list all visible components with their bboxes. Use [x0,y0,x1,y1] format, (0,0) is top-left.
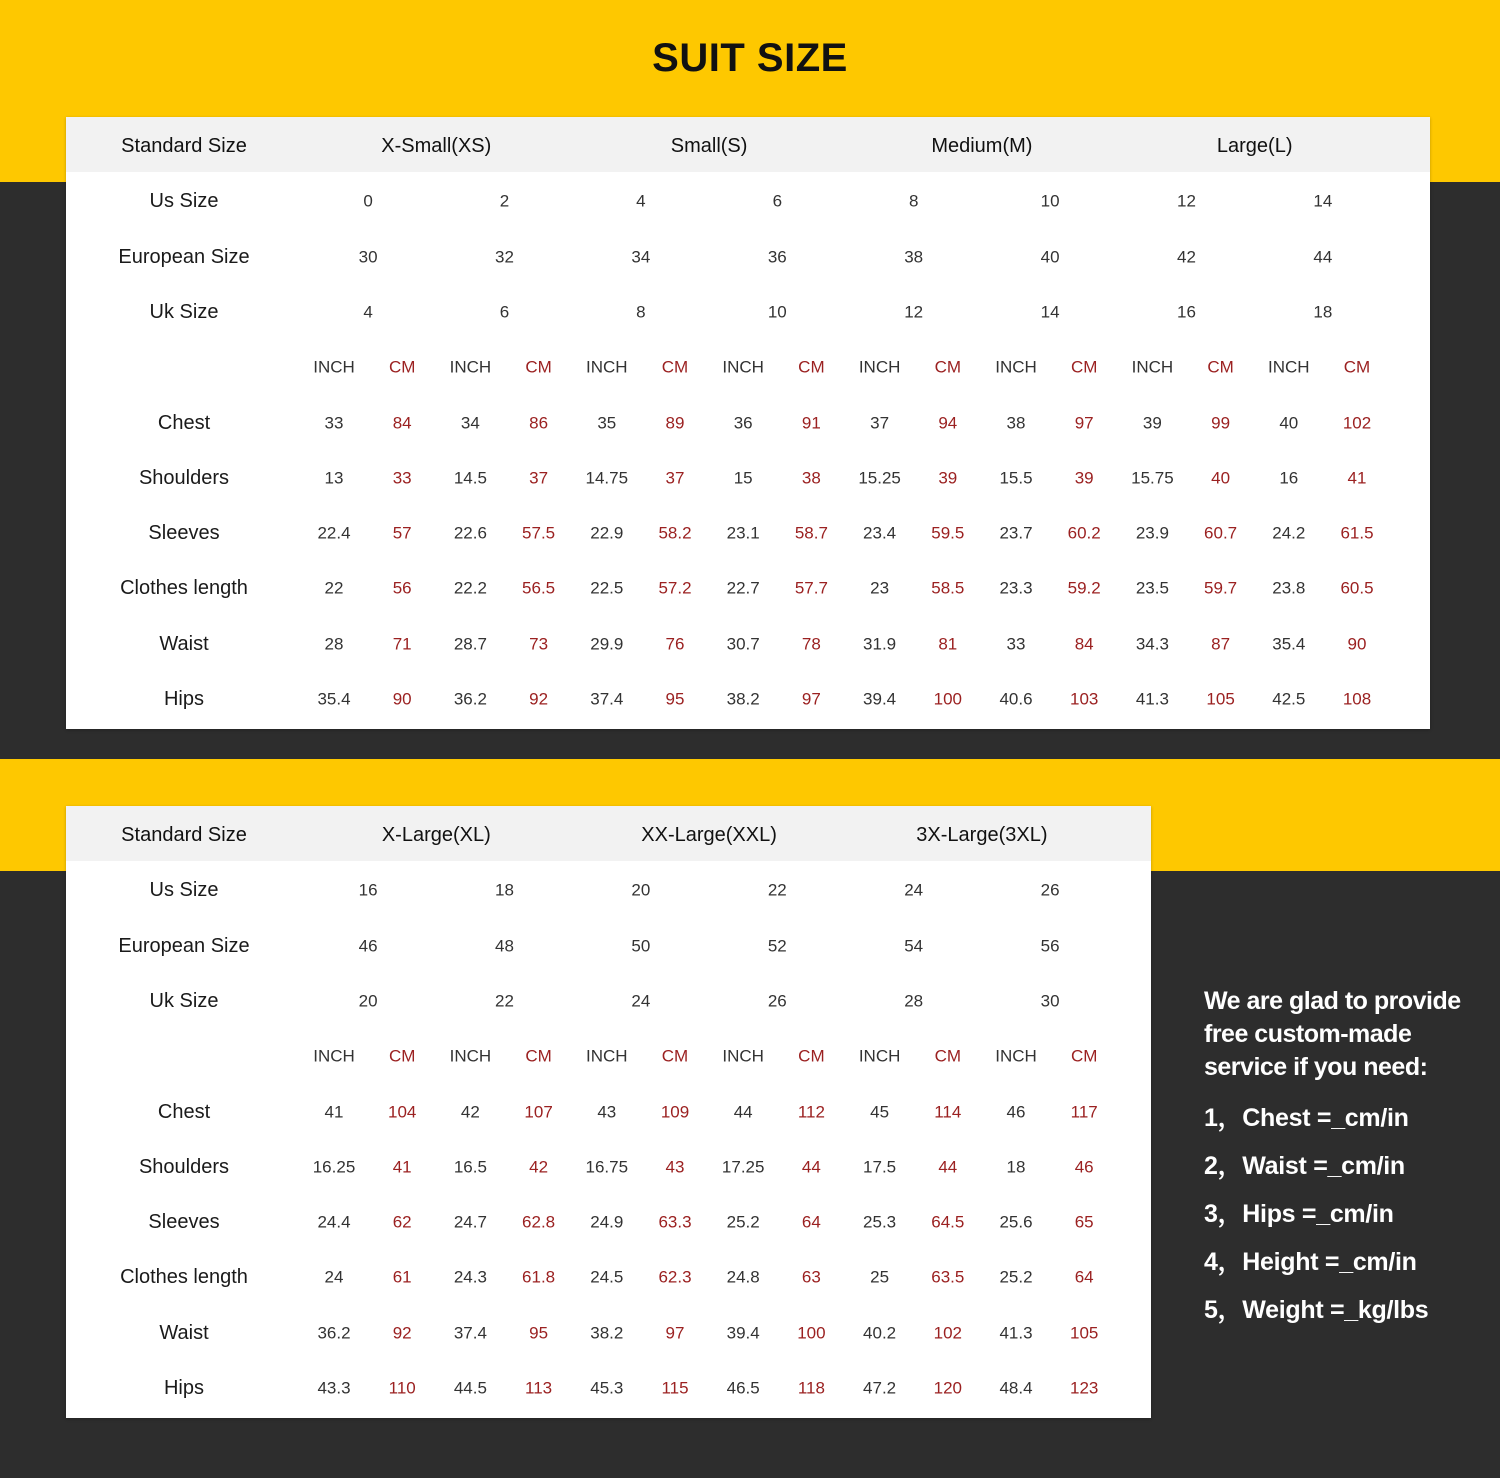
cm-value: 37 [529,468,549,488]
inch-value: 17.5 [863,1157,897,1177]
unit-cm-header: CM [525,1046,552,1066]
inch-value: 15.25 [858,468,901,488]
inch-value: 38.2 [590,1323,624,1343]
inch-value: 23 [870,578,890,598]
size-value: 14 [1313,191,1333,211]
row-label: Us Size [149,190,219,213]
inch-value: 22.2 [453,578,487,598]
size-value: 10 [767,302,787,322]
cm-value: 94 [938,413,958,432]
cm-value: 108 [1342,689,1372,709]
header-size-0: X-Small(XS) [381,135,492,157]
inch-value: 23.4 [863,523,897,543]
cm-value: 84 [392,413,412,432]
cm-value: 61.5 [1340,523,1374,543]
inch-value: 38.2 [726,689,760,709]
inch-value: 45.3 [590,1378,624,1398]
inch-value: 40.6 [999,689,1033,709]
header-size-3: Large(L) [1216,135,1293,157]
cm-value: 58.2 [658,523,692,543]
row-label: Clothes length [120,1266,248,1289]
inch-value: 37.4 [590,689,624,709]
cm-value: 123 [1070,1378,1099,1398]
cm-value: 102 [933,1323,962,1343]
inch-value: 43 [597,1102,617,1121]
row-label: Us Size [149,879,219,902]
cm-value: 39 [938,468,958,488]
cm-value: 46 [1074,1157,1094,1177]
cm-value: 97 [801,689,821,709]
inch-value: 46.5 [726,1378,760,1398]
cm-value: 104 [388,1102,417,1121]
cm-value: 63 [801,1267,821,1287]
cm-value: 105 [1070,1323,1099,1343]
inch-value: 40 [1279,413,1299,432]
inch-value: 16 [1279,468,1299,488]
header-standard-size: Standard Size [121,135,247,157]
inch-value: 36 [733,413,753,432]
size-value: 22 [495,991,514,1011]
inch-value: 29.9 [590,634,624,654]
cm-value: 57.5 [522,523,556,543]
unit-inch-header: INCH [995,357,1037,377]
unit-inch-header: INCH [449,1046,492,1066]
cm-value: 39 [1074,468,1094,488]
inch-value: 24.4 [317,1212,351,1232]
size-value: 46 [358,936,378,956]
inch-value: 23.5 [1135,578,1169,598]
cm-value: 58.5 [931,578,965,598]
inch-value: 24.8 [726,1267,760,1287]
cm-value: 97 [665,1323,685,1343]
row-label: Chest [157,1100,211,1123]
inch-value: 47.2 [863,1378,897,1398]
custom-service-heading: We are glad to provide free custom-made service if you need: [1204,987,1461,1081]
size-value: 22 [767,880,787,900]
inch-value: 28.7 [453,634,487,654]
size-value: 38 [904,247,924,267]
custom-item-waist: 2，Waist =_cm/in [1204,1152,1405,1180]
size-table-1 [66,117,1430,729]
inch-value: 23.8 [1272,578,1306,598]
cm-value: 37 [665,468,685,488]
size-value: 18 [495,880,514,900]
header-size-1: Small(S) [670,135,748,157]
cm-value: 63.5 [931,1267,965,1287]
inch-value: 22.5 [590,578,624,598]
cm-value: 60.7 [1204,523,1238,543]
row-label: Uk Size [149,300,219,323]
inch-value: 30.7 [726,634,760,654]
row-label: Chest [157,411,211,434]
unit-cm-header: CM [1070,1046,1098,1066]
inch-value: 24.5 [590,1267,624,1287]
unit-cm-header: CM [798,1046,825,1066]
custom-service-note [1204,985,1484,1342]
cm-value: 43 [665,1157,685,1177]
inch-value: 37.4 [453,1323,487,1343]
cm-value: 61 [392,1267,412,1287]
inch-value: 25.2 [999,1267,1033,1287]
cm-value: 92 [392,1323,412,1343]
cm-value: 65 [1074,1212,1094,1232]
size-value: 8 [636,302,646,322]
row-label: Uk Size [149,989,219,1012]
inch-value: 15 [733,468,753,488]
inch-value: 22 [324,578,344,598]
unit-inch-header: INCH [722,357,764,377]
cm-value: 61.8 [522,1267,556,1287]
cm-value: 109 [660,1102,690,1121]
row-label: Sleeves [148,522,220,545]
cm-value: 110 [388,1378,416,1398]
inch-value: 31.9 [863,634,897,654]
size-value: 20 [631,880,651,900]
row-label: Shoulders [138,466,230,489]
cm-value: 60.5 [1340,578,1374,598]
cm-value: 64 [1074,1267,1094,1287]
cm-value: 33 [392,468,412,488]
inch-value: 24 [324,1267,344,1287]
size-value: 50 [631,936,651,956]
size-value: 26 [1040,880,1060,900]
cm-value: 63.3 [658,1212,692,1232]
unit-cm-header: CM [934,357,962,377]
cm-value: 91 [801,413,821,432]
unit-inch-header: INCH [995,1046,1037,1066]
unit-inch-header: INCH [858,1046,901,1066]
size-value: 52 [767,936,787,956]
inch-value: 24.7 [453,1212,487,1232]
header-size-1: XX-Large(XXL) [641,824,777,846]
cm-value: 57.7 [794,578,828,598]
row-label: Hips [163,688,205,710]
cm-value: 78 [801,634,821,654]
inch-value: 24.2 [1272,523,1306,543]
inch-value: 36.2 [453,689,487,709]
cm-value: 62.3 [658,1267,692,1287]
inch-value: 22.6 [453,523,487,543]
cm-value: 59.2 [1067,578,1101,598]
unit-inch-header: INCH [1131,357,1174,377]
size-value: 6 [499,302,510,322]
cm-value: 87 [1211,634,1231,654]
inch-value: 14.75 [585,468,629,488]
inch-value: 35.4 [1272,634,1306,654]
cm-value: 114 [934,1102,962,1121]
inch-value: 33 [1006,634,1026,654]
cm-value: 100 [797,1323,826,1343]
cm-value: 81 [938,634,958,654]
unit-cm-header: CM [1343,357,1371,377]
inch-value: 41.3 [999,1323,1033,1343]
unit-cm-header: CM [661,1046,689,1066]
size-value: 6 [772,191,783,211]
cm-value: 42 [529,1157,549,1177]
cm-value: 73 [529,634,549,654]
cm-value: 44 [801,1157,821,1177]
inch-value: 22.4 [317,523,351,543]
inch-value: 14.5 [453,468,487,488]
row-label: Hips [163,1377,205,1399]
row-label: Clothes length [120,577,248,600]
cm-value: 38 [801,468,821,488]
size-value: 10 [1040,191,1060,211]
inch-value: 23.1 [726,523,760,543]
row-label: European Size [118,245,250,268]
inch-value: 25.2 [726,1212,760,1232]
cm-value: 60.2 [1067,523,1101,543]
size-value: 4 [363,302,373,322]
inch-value: 44 [733,1102,753,1121]
cm-value: 90 [392,689,412,709]
size-value: 54 [904,936,924,956]
inch-value: 23.9 [1135,523,1169,543]
unit-inch-header: INCH [313,1046,355,1066]
cm-value: 100 [933,689,962,709]
size-value: 20 [358,991,378,1011]
row-label: Sleeves [148,1211,220,1234]
cm-value: 40 [1211,468,1231,488]
inch-value: 22.9 [590,523,624,543]
inch-value: 34.3 [1135,634,1169,654]
unit-cm-header: CM [661,357,689,377]
header-standard-size: Standard Size [121,824,247,846]
inch-value: 48.4 [999,1378,1033,1398]
cm-value: 58.7 [794,523,828,543]
unit-cm-header: CM [1207,357,1234,377]
inch-value: 24.9 [590,1212,624,1232]
size-table-2 [66,806,1151,1418]
cm-value: 86 [529,413,549,432]
cm-value: 107 [524,1102,553,1121]
cm-value: 97 [1074,413,1094,432]
cm-value: 59.5 [931,523,965,543]
cm-value: 99 [1211,413,1231,432]
row-label: European Size [118,934,250,957]
unit-cm-header: CM [934,1046,962,1066]
custom-item-hips: 3，Hips =_cm/in [1204,1200,1394,1228]
cm-value: 41 [1347,468,1367,488]
custom-item-height: 4，Height =_cm/in [1204,1248,1417,1276]
inch-value: 46 [1006,1102,1026,1121]
size-value: 8 [908,191,919,211]
unit-inch-header: INCH [722,1046,764,1066]
unit-inch-header: INCH [449,357,492,377]
inch-value: 39.4 [726,1323,760,1343]
inch-value: 23.7 [999,523,1033,543]
size-value: 32 [495,247,514,267]
size-value: 0 [363,191,373,211]
size-value: 26 [767,991,787,1011]
cm-value: 92 [529,689,549,709]
cm-value: 57.2 [658,578,692,598]
size-value: 44 [1313,247,1333,267]
inch-value: 35.4 [317,689,351,709]
cm-value: 57 [392,523,412,543]
unit-cm-header: CM [388,1046,416,1066]
cm-value: 76 [665,634,685,654]
inch-value: 33 [324,413,344,432]
size-value: 12 [904,302,924,322]
inch-value: 25.3 [863,1212,897,1232]
inch-value: 44.5 [453,1378,487,1398]
inch-value: 39.4 [863,689,897,709]
cm-value: 59.7 [1204,578,1238,598]
cm-value: 102 [1342,413,1372,432]
inch-value: 17.25 [721,1157,765,1177]
cm-value: 115 [661,1378,689,1398]
cm-value: 120 [933,1378,962,1398]
inch-value: 25.6 [999,1212,1033,1232]
inch-value: 35 [597,413,617,432]
inch-value: 15.75 [1131,468,1174,488]
size-value: 30 [1040,991,1060,1011]
inch-value: 41 [324,1102,344,1121]
inch-value: 16.75 [585,1157,629,1177]
cm-value: 84 [1074,634,1094,654]
cm-value: 103 [1070,689,1099,709]
cm-value: 117 [1070,1102,1098,1121]
row-label: Waist [159,632,209,655]
cm-value: 95 [529,1323,549,1343]
unit-inch-header: INCH [313,357,355,377]
size-value: 40 [1040,247,1060,267]
cm-value: 62.8 [522,1212,556,1232]
size-value: 2 [499,191,510,211]
inch-value: 40.2 [863,1323,897,1343]
size-value: 14 [1040,302,1060,322]
size-value: 56 [1040,936,1060,956]
size-value: 12 [1177,191,1196,211]
size-value: 18 [1313,302,1333,322]
custom-item-chest: 1，Chest =_cm/in [1204,1104,1409,1132]
cm-value: 64.5 [931,1212,965,1232]
inch-value: 16.25 [312,1157,356,1177]
inch-value: 25 [870,1267,890,1287]
cm-value: 41 [392,1157,412,1177]
cm-value: 64 [801,1212,821,1232]
unit-cm-header: CM [388,357,416,377]
inch-value: 18 [1006,1157,1026,1177]
size-value: 28 [904,991,924,1011]
cm-value: 71 [392,634,412,654]
cm-value: 95 [665,689,685,709]
cm-value: 44 [938,1157,958,1177]
unit-inch-header: INCH [1268,357,1310,377]
cm-value: 118 [797,1378,825,1398]
header-size-2: Medium(M) [931,135,1033,157]
cm-value: 56 [392,578,412,598]
unit-cm-header: CM [1070,357,1098,377]
inch-value: 13 [324,468,344,488]
inch-value: 36.2 [317,1323,351,1343]
size-value: 16 [1177,302,1196,322]
inch-value: 43.3 [317,1378,351,1398]
header-size-2: 3X-Large(3XL) [916,824,1048,846]
size-value: 4 [636,191,646,211]
size-value: 42 [1177,247,1196,267]
inch-value: 23.3 [999,578,1033,598]
size-value: 34 [631,247,651,267]
size-value: 48 [495,936,514,956]
cm-value: 56.5 [522,578,556,598]
size-value: 24 [904,880,924,900]
inch-value: 39 [1142,413,1162,432]
cm-value: 112 [797,1102,825,1121]
unit-inch-header: INCH [586,1046,628,1066]
inch-value: 42 [460,1102,480,1121]
inch-value: 22.7 [726,578,760,598]
size-value: 36 [767,247,787,267]
inch-value: 16.5 [453,1157,487,1177]
row-label: Waist [159,1321,209,1344]
unit-inch-header: INCH [586,357,628,377]
unit-cm-header: CM [525,357,552,377]
inch-value: 15.5 [999,468,1033,488]
custom-item-weight: 5，Weight =_kg/lbs [1204,1296,1429,1324]
inch-value: 37 [870,413,890,432]
cm-value: 113 [525,1378,553,1398]
inch-value: 42.5 [1272,689,1306,709]
header-size-0: X-Large(XL) [381,824,491,846]
inch-value: 28 [324,634,344,654]
size-value: 30 [358,247,378,267]
size-value: 16 [358,880,378,900]
unit-cm-header: CM [798,357,825,377]
row-label: Shoulders [138,1155,230,1178]
cm-value: 89 [665,413,685,432]
cm-value: 105 [1206,689,1235,709]
inch-value: 41.3 [1135,689,1169,709]
cm-value: 90 [1347,634,1367,654]
inch-value: 45 [870,1102,890,1121]
cm-value: 62 [392,1212,412,1232]
size-value: 24 [631,991,651,1011]
unit-inch-header: INCH [858,357,901,377]
inch-value: 24.3 [453,1267,487,1287]
inch-value: 34 [460,413,480,432]
inch-value: 38 [1006,413,1026,432]
page-title: SUIT SIZE [652,36,848,80]
